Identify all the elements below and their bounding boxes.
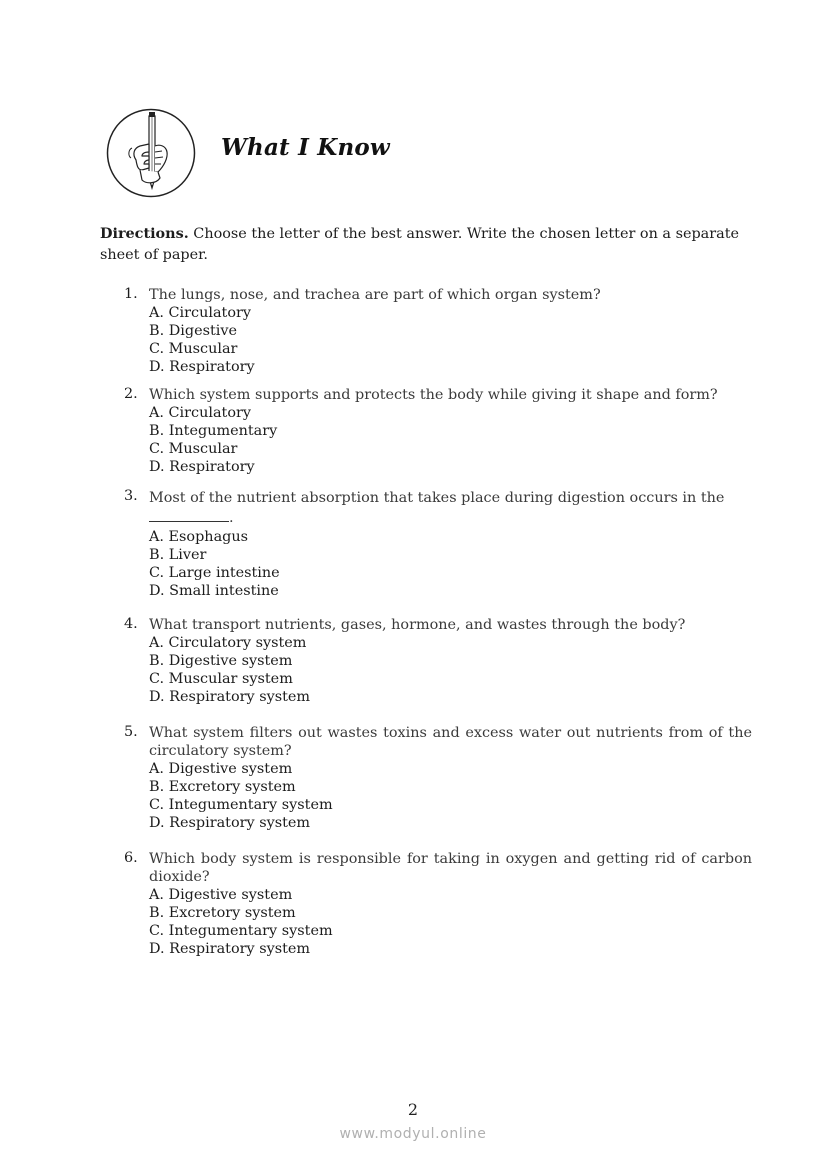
option-a: A. Circulatory [149,305,251,321]
option-a: A. Circulatory system [149,635,307,651]
option-a: A. Digestive system [149,887,293,903]
option-c: C. Large intestine [149,565,280,581]
option-b: B. Integumentary [149,423,278,439]
answer-options [149,886,752,958]
option-d: D. Respiratory system [149,941,311,957]
question-1 [124,286,752,376]
question-4 [124,616,752,706]
option-c: C. Muscular [149,341,238,357]
question-text: What transport nutrients, gases, hormone, and wastes through the body? [149,617,686,633]
option-a: A. Digestive system [149,761,293,777]
question-number: 1. [124,286,138,302]
answer-options [149,760,752,832]
page-number: 2 [407,1100,419,1119]
option-b: B. Digestive [149,323,238,339]
question-text [149,488,752,528]
question-number: 3. [124,488,138,504]
option-c: C. Muscular system [149,671,293,687]
option-d: D. Respiratory [149,459,255,475]
option-b: B. Digestive system [149,653,293,669]
option-a: A. Circulatory [149,405,251,421]
option-d: D. Respiratory system [149,689,311,705]
watermark: www.modyul.online [339,1126,487,1142]
option-b: B. Liver [149,547,207,563]
option-c: C. Integumentary system [149,923,333,939]
option-d: D. Respiratory system [149,815,311,831]
question-2 [124,386,752,476]
directions-label: Directions. [100,225,189,242]
question-number: 6. [124,850,138,866]
question-number: 2. [124,386,138,402]
option-c: C. Muscular [149,441,238,457]
answer-options [149,404,752,476]
option-d: D. Small intestine [149,583,279,599]
question-3 [124,488,752,600]
answer-options [149,304,752,376]
option-c: C. Integumentary system [149,797,333,813]
answer-options [149,528,752,600]
option-d: D. Respiratory [149,359,255,375]
question-text: Which body system is responsible for taking in oxygen and getting rid of carbon dioxide? [149,851,752,885]
question-text: The lungs, nose, and trachea are part of which organ system? [149,287,601,303]
answer-options [149,634,752,706]
option-b: B. Excretory system [149,905,296,921]
question-5 [124,724,752,832]
question-number: 5. [124,724,138,740]
question-text-part1: Most of the nutrient absorption that takes place during digestion occurs in the [149,490,725,506]
question-text-part2: . [229,510,234,526]
answer-blank-line [149,509,229,522]
option-a: A. Esophagus [149,529,249,545]
option-b: B. Excretory system [149,779,296,795]
question-text: Which system supports and protects the body while giving it shape and form? [149,387,718,403]
section-title: What I Know [221,134,390,161]
question-number: 4. [124,616,138,632]
directions-text: Choose the letter of the best answer. Write the chosen letter on a separate sheet of paper. [100,226,740,263]
question-6 [124,850,752,958]
question-text: What system filters out wastes toxins and excess water out nutrients from of the circulatory system? [149,725,752,759]
